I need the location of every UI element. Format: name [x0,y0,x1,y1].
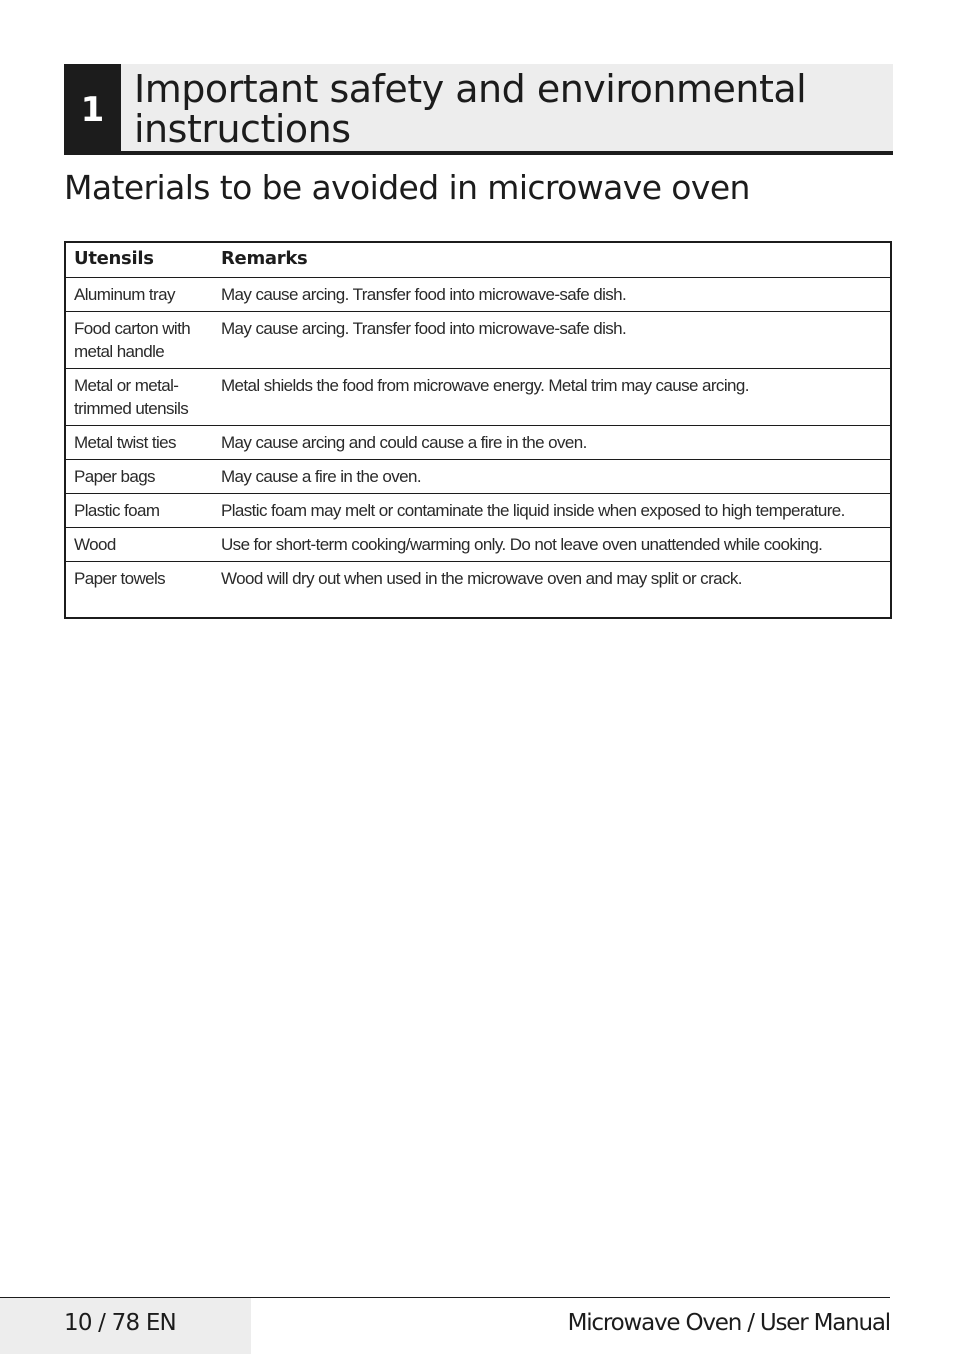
table-row [65,312,891,369]
document-title: Microwave Oven / User Manual [567,1310,890,1336]
chapter-title: Important safety and environmental instructions [134,67,807,151]
section-title: Materials to be avoided in microwave oven [64,168,750,207]
chapter-header [64,64,893,155]
table-row [65,460,891,494]
utensil-cell: Metal twist ties [65,426,213,460]
column-header-remarks: Remarks [213,242,891,278]
materials-table [64,241,892,619]
utensil-cell: Food carton with metal handle [65,312,213,369]
utensil-cell: Wood [65,528,213,562]
language-code: EN [145,1310,176,1336]
table-row [65,426,891,460]
table-row [65,562,891,619]
page-number [64,1310,176,1336]
remark-cell: Wood will dry out when used in the microwave oven and may split or crack. [221,569,742,588]
table-header-row [65,242,891,278]
utensil-cell: Paper bags [65,460,213,494]
page-count: 10 / 78 [64,1310,140,1336]
chapter-title-box [121,64,893,155]
remark-cell: Metal shields the food from microwave energy. Metal trim may cause arcing. [213,369,891,426]
column-header-utensils: Utensils [65,242,213,278]
table-row [65,494,891,528]
remark-cell: Use for short-term cooking/warming only. Do not leave oven unattended while cooking. [213,528,891,562]
utensil-cell: Metal or metal-trimmed utensils [65,369,213,426]
remark-cell: May cause a fire in the oven. [213,460,891,494]
chapter-number: 1 [64,64,121,155]
remark-cell: May cause arcing. Transfer food into microwave-safe dish. [213,312,891,369]
utensil-cell: Paper towels [74,569,166,588]
table-row [65,369,891,426]
table-row [65,278,891,312]
table-row [65,528,891,562]
remark-cell: Plastic foam may melt or contaminate the liquid inside when exposed to high temperature. [213,494,891,528]
remark-cell: May cause arcing. Transfer food into microwave-safe dish. [213,278,891,312]
remark-cell: May cause arcing and could cause a fire in the oven. [213,426,891,460]
utensil-cell: Plastic foam [65,494,213,528]
utensil-cell: Aluminum tray [65,278,213,312]
